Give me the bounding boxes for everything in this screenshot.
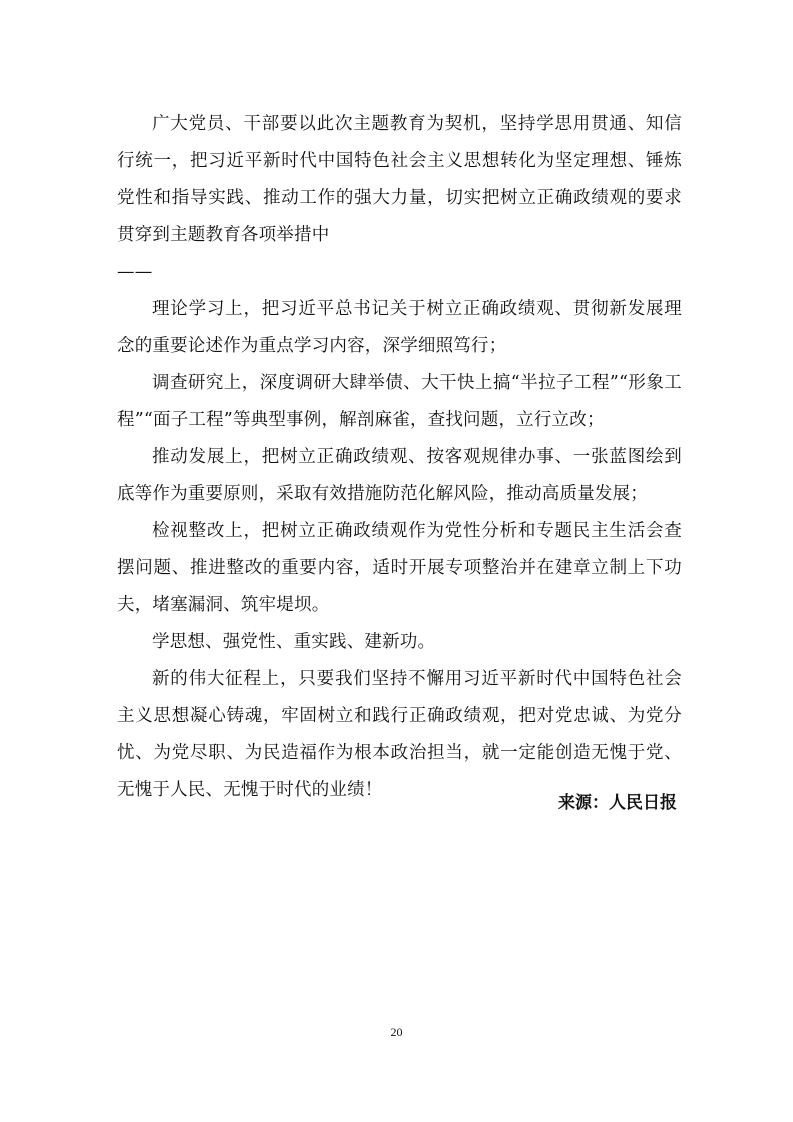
paragraph-investigation: 调查研究上，深度调研大肆举债、大干快上搞“半拉子工程”“形象工程”“面子工程”等典型事例，解剖麻雀，查找问题，立行立改；: [117, 373, 682, 430]
paragraph-dash: ——: [117, 262, 153, 282]
paragraph-conclusion: 新的伟大征程上，只要我们坚持不懈用习近平新时代中国特色社会主义思想凝心铸魂，牢固树立和践行正确政绩观，把对党忠诚、为党分忧、为党尽职、为民造福作为根本政治担当，就一定能创造无愧于党、无愧于人民、无愧于时代的业绩！: [117, 669, 682, 800]
page-number: 20: [390, 1025, 403, 1039]
paragraph-rectification: 检视整改上，把树立正确政绩观作为党性分析和专题民主生活会查摆问题、推进整改的重要内容，适时开展专项整治并在建章立制上下功夫，堵塞漏洞、筑牢堤坝。: [117, 521, 682, 615]
paragraph-intro: 广大党员、干部要以此次主题教育为契机，坚持学思用贯通、知信行统一，把习近平新时代中国特色社会主义思想转化为坚定理想、锤炼党性和指导实践、推动工作的强大力量，切实把树立正确政绩观的要求贯穿到主题教育各项举措中: [117, 114, 682, 245]
paragraph-development: 推动发展上，把树立正确政绩观、按客观规律办事、一张蓝图绘到底等作为重要原则，采取有效措施防范化解风险，推动高质量发展；: [117, 447, 682, 504]
article-body: [117, 106, 682, 809]
paragraph-theory-study: 理论学习上，把习近平总书记关于树立正确政绩观、贯彻新发展理念的重要论述作为重点学习内容，深学细照笃行；: [117, 299, 682, 356]
source-attribution: 来源：人民日报: [558, 793, 677, 813]
paragraph-slogan: 学思想、强党性、重实践、建新功。: [152, 632, 436, 652]
